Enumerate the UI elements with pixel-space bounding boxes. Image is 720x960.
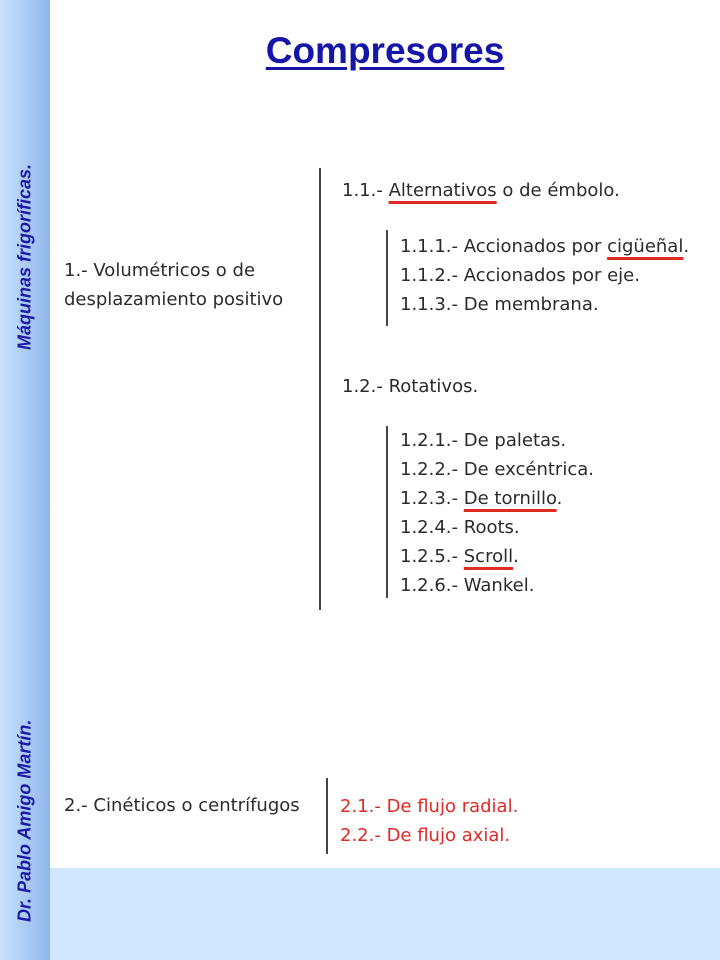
kinetic-bracket (326, 778, 328, 854)
list-item-number: 1.2.4.- (400, 517, 464, 538)
list-item-text: Roots. (463, 517, 520, 538)
list-item-end: . (683, 236, 690, 257)
slide-panel (50, 0, 720, 868)
list-item-text: De paletas. (463, 430, 567, 451)
list-item-number: 1.2.6.- (400, 575, 464, 596)
list-item-number: 1.2.1.- (400, 430, 464, 451)
list-item-number: 1.1.1.- (400, 236, 464, 257)
alternativos-label (342, 176, 620, 205)
list-item (400, 542, 594, 571)
volumetric-bracket (319, 168, 321, 610)
list-item-underlined: De tornillo (463, 488, 557, 509)
kinetic-item-radial: 2.1.- De flujo radial. (340, 796, 519, 817)
alternativos-suffix: o de émbolo. (496, 180, 620, 201)
list-item-text: De membrana. (463, 294, 599, 315)
list-item (400, 290, 689, 319)
list-item-number: 1.1.3.- (400, 294, 464, 315)
rotativos-bracket (386, 426, 388, 598)
list-item-text: Accionados por eje. (463, 265, 640, 286)
list-item-number: 1.1.2.- (400, 265, 464, 286)
sidebar (0, 0, 50, 960)
rotativos-list (400, 426, 594, 600)
volumetric-label-line1: 1.- Volumétricos o de (64, 260, 256, 281)
alternativos-bracket (386, 230, 388, 326)
list-item (400, 261, 689, 290)
classification-diagram (50, 0, 720, 868)
list-item-text: Accionados por (463, 236, 608, 257)
list-item (400, 455, 594, 484)
volumetric-label-line2: desplazamiento positivo (64, 289, 284, 310)
kinetic-label: 2.- Cinéticos o centrífugos (64, 795, 300, 816)
list-item-number: 1.2.3.- (400, 488, 464, 509)
list-item (400, 513, 594, 542)
list-item (400, 571, 594, 600)
list-item-text: De excéntrica. (463, 459, 594, 480)
sidebar-author: Dr. Pablo Amigo Martín. (14, 719, 35, 922)
list-item (400, 484, 594, 513)
kinetic-item-axial: 2.2.- De flujo axial. (340, 825, 511, 846)
list-item-end: . (513, 546, 519, 567)
alternativos-list (400, 232, 689, 319)
alternativos-name: Alternativos (388, 180, 497, 201)
list-item-underlined: Scroll (463, 546, 514, 567)
list-item-number: 1.2.5.- (400, 546, 464, 567)
list-item (400, 232, 689, 261)
page-title: Compresores (265, 30, 505, 71)
sidebar-course-title: Máquinas frigoríficas. (14, 163, 35, 350)
list-item (400, 426, 594, 455)
list-item-underlined: cigüeñal (607, 236, 684, 257)
rotativos-label: 1.2.- Rotativos. (342, 376, 479, 397)
list-item-end: . (556, 488, 563, 509)
alternativos-number: 1.1.- (342, 180, 389, 201)
list-item-number: 1.2.2.- (400, 459, 464, 480)
list-item-text: Wankel. (463, 575, 535, 596)
